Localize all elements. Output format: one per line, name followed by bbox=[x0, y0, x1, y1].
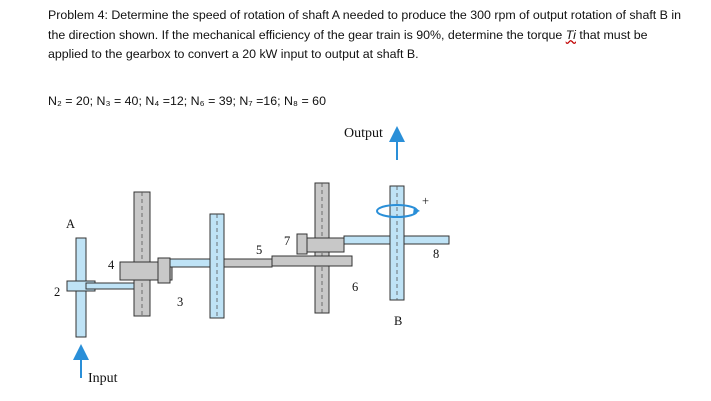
gear-7 bbox=[297, 234, 307, 254]
gear-label-8: 8 bbox=[433, 247, 440, 261]
gear-4 bbox=[158, 258, 170, 283]
input-label: Input bbox=[88, 371, 118, 386]
gear-label-6: 6 bbox=[352, 280, 359, 294]
gear-label-4: 4 bbox=[108, 258, 115, 272]
output-label: Output bbox=[344, 126, 383, 141]
tooth-counts: N₂ = 20; N₃ = 40; N₄ =12; N₆ = 39; N₇ =16; N₈ = 60 bbox=[48, 94, 326, 108]
shaft-a-label: A bbox=[66, 217, 76, 231]
shaft-5-6 bbox=[224, 259, 272, 267]
problem-text-after: that must be applied to the gearbox to convert a 20 kW input to output at shaft B. bbox=[48, 27, 648, 61]
rotation-sign: + bbox=[422, 194, 430, 208]
torque-symbol: Ti bbox=[565, 27, 576, 42]
shaft-b-label: B bbox=[394, 314, 403, 328]
gear-label-3: 3 bbox=[177, 295, 184, 309]
gear-label-2: 2 bbox=[54, 285, 61, 299]
problem-text-before: Problem 4: Determine the speed of rotation of shaft A needed to produce the 300 rpm of output rotation of shaft B in the direction shown. If the mechanical efficiency of the gear train is 90%, determine the torque bbox=[48, 8, 682, 42]
hub-6-7 bbox=[272, 256, 352, 266]
gear-label-7: 7 bbox=[284, 234, 291, 248]
gear-label-5: 5 bbox=[256, 243, 263, 257]
